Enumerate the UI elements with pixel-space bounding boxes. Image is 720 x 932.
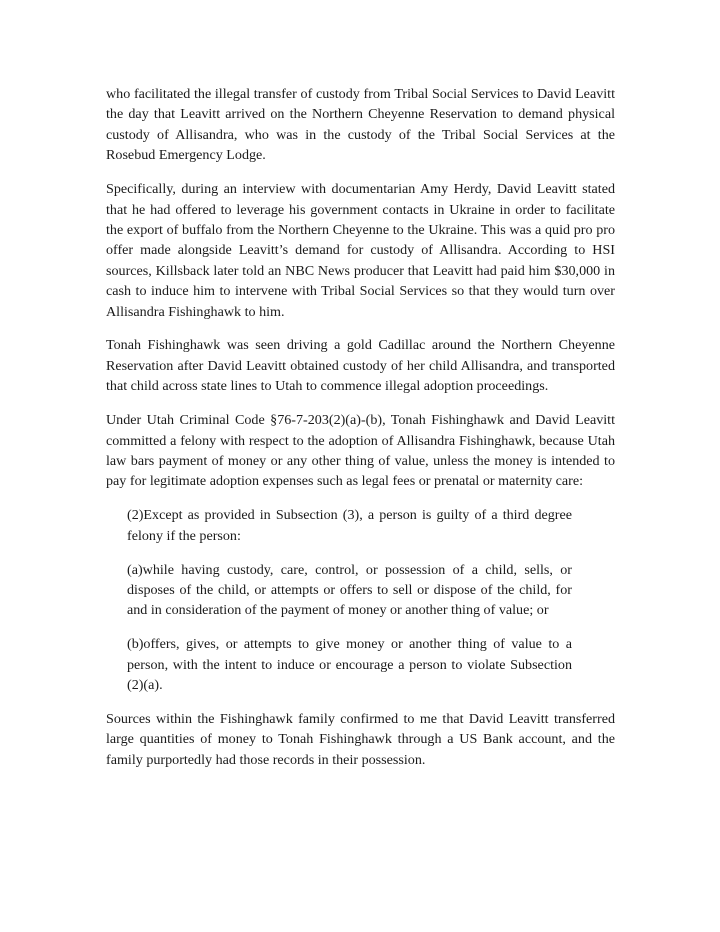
statute-subsection-2b: (b)offers, gives, or attempts to give money or another thing of value to a person, with the intent to induce or encourage a person to violate Subsection (2)(a).	[127, 636, 572, 694]
statute-subsection-2: (2)Except as provided in Subsection (3), a person is guilty of a third degree felony if the person:	[127, 507, 572, 544]
statute-subsection-2a: (a)while having custody, care, control, or possession of a child, sells, or disposes of the child, or attempts or offers to sell or dispose of the child, for and in consideration of the payment of money or another thing of value; or	[127, 561, 572, 619]
paragraph-utah-code: Under Utah Criminal Code §76-7-203(2)(a)-(b), Tonah Fishinghawk and David Leavitt committed a felony with respect to the adoption of Allisandra Fishinghawk, because Utah law bars payment of money or any other thing of value, unless the money is intended to pay for legitimate adoption expenses such as legal fees or prenatal or maternity care:	[106, 412, 615, 490]
paragraph-custody-transfer: who facilitated the illegal transfer of custody from Tribal Social Services to David Leavitt the day that Leavitt arrived on the Northern Cheyenne Reservation to demand physical custody of Allisandra, who was in the custody of the Tribal Social Services at the Rosebud Emergency Lodge.	[106, 86, 615, 164]
statute-quote	[106, 505, 615, 695]
document-body	[106, 84, 615, 784]
paragraph-bank-transfers: Sources within the Fishinghawk family confirmed to me that David Leavitt transferred large quantities of money to Tonah Fishinghawk through a US Bank account, and the family purportedly had those records in their possession.	[106, 711, 615, 768]
paragraph-quid-pro-quo: Specifically, during an interview with documentarian Amy Herdy, David Leavitt stated that he had offered to leverage his government contacts in Ukraine in order to facilitate the export of buffalo from the Northern Cheyenne to the Ukraine. This was a quid pro pro offer made alongside Leavitt’s demand for custody of Allisandra. According to HSI sources, Killsback later told an NBC News producer that Leavitt had paid him $30,000 in cash to induce him to intervene with Tribal Social Services so that they would turn over Allisandra Fishinghawk to him.	[106, 181, 615, 320]
paragraph-gold-cadillac: Tonah Fishinghawk was seen driving a gold Cadillac around the Northern Cheyenne Reservation after David Leavitt obtained custody of her child Allisandra, and transported that child across state lines to Utah to commence illegal adoption proceedings.	[106, 337, 615, 395]
